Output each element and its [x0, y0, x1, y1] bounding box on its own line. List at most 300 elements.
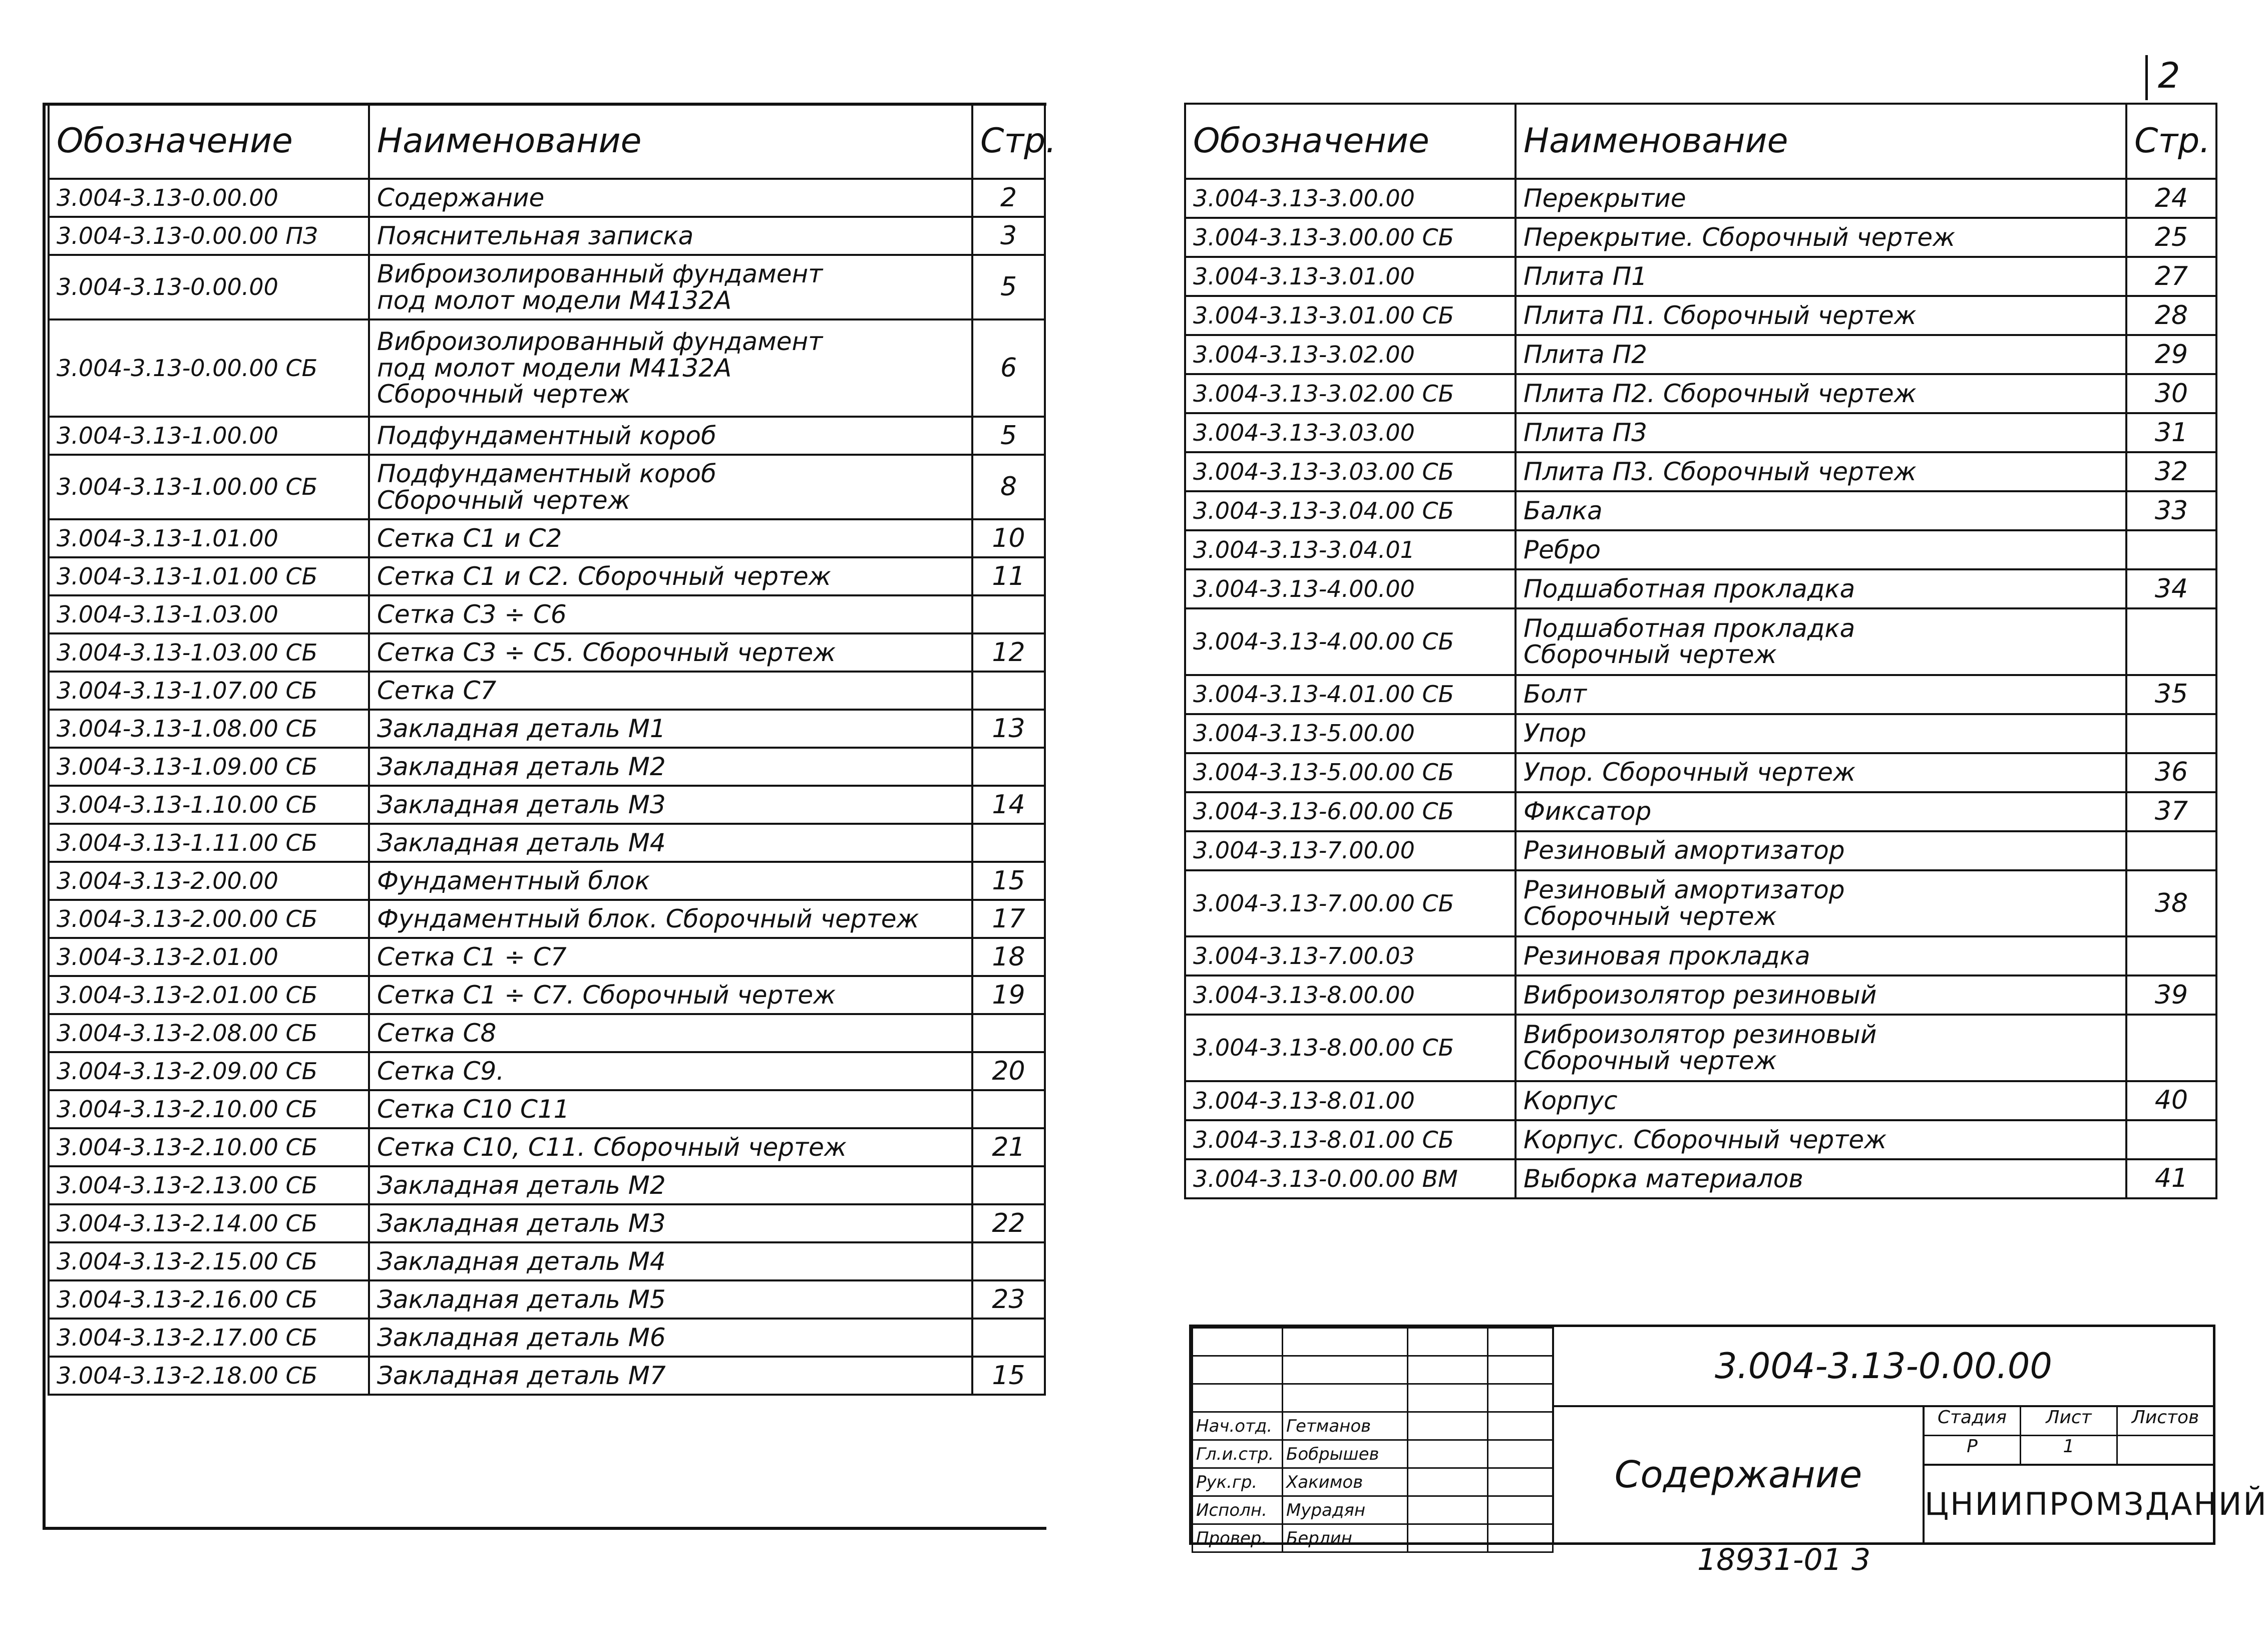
row-name — [369, 748, 972, 786]
row-name — [1516, 179, 2126, 218]
table-row — [1185, 491, 2216, 530]
table-row — [1185, 530, 2216, 569]
row-name — [1516, 936, 2126, 975]
table-row — [1185, 675, 2216, 714]
table-row — [49, 976, 1045, 1014]
row-name — [369, 938, 972, 976]
row-page: 18 — [972, 938, 1045, 976]
table-row — [1185, 936, 2216, 975]
row-code: 3.004-3.13-0.00.00 ПЗ — [49, 217, 369, 255]
row-name-line: Виброизолированный фундамент — [377, 327, 823, 357]
row-name-line: Сборочный чертеж — [1524, 640, 1777, 670]
row-name — [369, 633, 972, 672]
row-name-line: Сборочный чертеж — [377, 380, 630, 409]
sheets-label: Листов — [2131, 1407, 2199, 1428]
row-page: 23 — [972, 1280, 1045, 1319]
row-page: 13 — [972, 710, 1045, 748]
sheets-value — [2118, 1436, 2213, 1464]
row-code: 3.004-3.13-2.14.00 СБ — [49, 1204, 369, 1242]
row-name-line: Сетка С7 — [377, 676, 497, 705]
title-block-stage — [1923, 1407, 2268, 1542]
row-page: 30 — [2126, 374, 2216, 413]
row-name-line: Сетка С1 и С2. Сборочный чертеж — [377, 561, 831, 591]
row-name — [1516, 714, 2126, 753]
row-page: 3 — [972, 217, 1045, 255]
row-page: 24 — [2126, 179, 2216, 218]
row-page — [972, 1014, 1045, 1052]
row-page: 33 — [2126, 491, 2216, 530]
signature-name: Бобрышев — [1283, 1440, 1408, 1468]
row-name-line: Сетка С3 ÷ С6 — [377, 599, 567, 629]
row-code: 3.004-3.13-2.17.00 СБ — [49, 1319, 369, 1357]
table-row — [1185, 335, 2216, 374]
table-row — [49, 455, 1045, 519]
header-page: Стр. — [972, 104, 1045, 179]
drawing-sheet — [43, 103, 2268, 1548]
row-name-line: Болт — [1524, 680, 1587, 709]
row-page: 32 — [2126, 452, 2216, 491]
table-row — [49, 672, 1045, 710]
row-code: 3.004-3.13-3.03.00 СБ — [1185, 452, 1516, 491]
row-name-line: Подшаботная прокладка — [1524, 613, 1855, 643]
title-block — [1189, 1325, 2268, 1548]
table-row — [49, 1014, 1045, 1052]
signature-date — [1488, 1440, 1553, 1468]
row-name — [369, 710, 972, 748]
row-code: 3.004-3.13-1.10.00 СБ — [49, 786, 369, 824]
row-name-line: Закладная деталь М7 — [377, 1361, 666, 1390]
row-name — [369, 672, 972, 710]
table-row — [49, 1090, 1045, 1128]
row-page — [972, 1090, 1045, 1128]
row-page: 10 — [972, 519, 1045, 557]
row-code: 3.004-3.13-1.07.00 СБ — [49, 672, 369, 710]
row-name-line: Сетка С10, С11. Сборочный чертеж — [377, 1132, 847, 1162]
row-name-line: Балка — [1524, 496, 1603, 525]
row-name-line: Плита П3. Сборочный чертеж — [1524, 457, 1917, 486]
table-row — [49, 1319, 1045, 1357]
signature-row — [1193, 1468, 1553, 1496]
page-number: 2 — [2158, 55, 2180, 96]
row-name — [1516, 608, 2126, 675]
row-name-line: Сетка С1 ÷ С7 — [377, 942, 567, 971]
row-name-line: Фундаментный блок. Сборочный чертеж — [377, 904, 919, 933]
row-name-line: Сборочный чертеж — [377, 485, 630, 515]
row-code: 3.004-3.13-1.00.00 — [49, 417, 369, 455]
row-page: 5 — [972, 417, 1045, 455]
row-code: 3.004-3.13-8.00.00 СБ — [1185, 1015, 1516, 1081]
table-row — [1185, 753, 2216, 792]
table-row — [49, 824, 1045, 862]
row-page: 15 — [972, 1357, 1045, 1395]
signature-sign — [1408, 1440, 1488, 1468]
signature-sign — [1408, 1468, 1488, 1496]
row-page — [972, 748, 1045, 786]
signature-date — [1488, 1496, 1553, 1524]
row-page — [2126, 714, 2216, 753]
row-page — [2126, 1120, 2216, 1159]
row-code: 3.004-3.13-1.01.00 — [49, 519, 369, 557]
table-row — [1185, 608, 2216, 675]
row-name-line: Плита П2 — [1524, 340, 1648, 369]
signature-sign — [1408, 1524, 1488, 1552]
row-code: 3.004-3.13-4.01.00 СБ — [1185, 675, 1516, 714]
signature-row — [1193, 1496, 1553, 1524]
row-name — [369, 255, 972, 319]
table-row — [1185, 296, 2216, 335]
table-row — [1185, 975, 2216, 1015]
row-name-line: Корпус — [1524, 1086, 1618, 1115]
row-name-line: Закладная деталь М2 — [377, 1170, 666, 1200]
row-page: 36 — [2126, 753, 2216, 792]
row-name-line: Перекрытие. Сборочный чертеж — [1524, 222, 1956, 252]
row-name — [1516, 257, 2126, 296]
row-name — [1516, 452, 2126, 491]
row-name — [369, 1319, 972, 1357]
row-name — [1516, 753, 2126, 792]
row-page: 15 — [972, 862, 1045, 900]
table-row — [1185, 413, 2216, 452]
row-name-line: Плита П2. Сборочный чертеж — [1524, 379, 1917, 408]
row-page: 41 — [2126, 1159, 2216, 1198]
row-page: 38 — [2126, 870, 2216, 937]
row-page: 27 — [2126, 257, 2216, 296]
row-name-line: Сетка С8 — [377, 1018, 497, 1048]
row-name — [1516, 1159, 2126, 1198]
row-name-line: Резиновый амортизатор — [1524, 836, 1845, 865]
row-code: 3.004-3.13-2.01.00 СБ — [49, 976, 369, 1014]
row-name-line: Перекрытие — [1524, 183, 1686, 213]
stage-label: Стадия — [1925, 1407, 2021, 1435]
row-name — [1516, 831, 2126, 870]
row-code: 3.004-3.13-7.00.03 — [1185, 936, 1516, 975]
row-name — [1516, 975, 2126, 1015]
row-name-line: Сетка С9. — [377, 1056, 505, 1086]
row-code: 3.004-3.13-3.04.01 — [1185, 530, 1516, 569]
row-page: 35 — [2126, 675, 2216, 714]
row-page: 5 — [972, 255, 1045, 319]
row-name — [1516, 675, 2126, 714]
stage-value: Р — [1925, 1436, 2021, 1464]
row-page: 21 — [972, 1128, 1045, 1166]
row-name-line: Подфундаментный короб — [377, 459, 716, 489]
row-name-line: Плита П3 — [1524, 418, 1648, 447]
table-row — [1185, 452, 2216, 491]
header-name: Наименование — [1516, 104, 2126, 179]
row-name-line: Упор — [1524, 719, 1587, 748]
row-name — [369, 595, 972, 633]
row-name — [1516, 870, 2126, 937]
row-page: 29 — [2126, 335, 2216, 374]
header-name: Наименование — [369, 104, 972, 179]
row-name-line: Сетка С10 С11 — [377, 1094, 570, 1124]
row-code: 3.004-3.13-2.10.00 СБ — [49, 1128, 369, 1166]
row-name — [369, 319, 972, 417]
row-name-line: под молот модели М4132А — [377, 285, 732, 315]
row-code: 3.004-3.13-2.00.00 СБ — [49, 900, 369, 938]
row-code: 3.004-3.13-7.00.00 СБ — [1185, 870, 1516, 937]
row-name — [369, 976, 972, 1014]
row-name — [1516, 374, 2126, 413]
row-name-line: Плита П1 — [1524, 261, 1648, 291]
row-code: 3.004-3.13-2.01.00 — [49, 938, 369, 976]
row-name-line: Фундаментный блок — [377, 866, 650, 895]
row-name-line: Сборочный чертеж — [1524, 1046, 1777, 1076]
row-code: 3.004-3.13-8.01.00 — [1185, 1081, 1516, 1120]
organization-name: ЦНИИПРОМЗДАНИЙ — [1925, 1486, 2268, 1522]
row-page — [2126, 608, 2216, 675]
signature-name: Гетманов — [1283, 1412, 1408, 1440]
row-page — [972, 1242, 1045, 1280]
table-row — [49, 1204, 1045, 1242]
row-name-line: Содержание — [377, 183, 545, 212]
row-name — [1516, 413, 2126, 452]
row-name — [369, 786, 972, 824]
row-code: 3.004-3.13-3.00.00 — [1185, 179, 1516, 218]
row-code: 3.004-3.13-2.15.00 СБ — [49, 1242, 369, 1280]
row-code: 3.004-3.13-1.01.00 СБ — [49, 557, 369, 595]
table-row — [49, 938, 1045, 976]
row-name-line: Упор. Сборочный чертеж — [1524, 758, 1856, 787]
row-name — [1516, 792, 2126, 831]
row-page: 2 — [972, 179, 1045, 217]
row-name — [1516, 335, 2126, 374]
row-name-line: Сетка С3 ÷ С5. Сборочный чертеж — [377, 637, 836, 667]
row-name-line: Виброизолятор резиновый — [1524, 980, 1877, 1010]
header-code: Обозначение — [1185, 104, 1516, 179]
row-code: 3.004-3.13-3.01.00 — [1185, 257, 1516, 296]
row-name-line: Резиновая прокладка — [1524, 941, 1810, 970]
row-name — [369, 1357, 972, 1395]
row-page — [2126, 1015, 2216, 1081]
signature-role: Провер. — [1193, 1524, 1283, 1552]
row-name — [369, 217, 972, 255]
row-code: 3.004-3.13-2.16.00 СБ — [49, 1280, 369, 1319]
row-name-line: Подшаботная прокладка — [1524, 574, 1855, 603]
row-code: 3.004-3.13-3.02.00 СБ — [1185, 374, 1516, 413]
table-row — [1185, 374, 2216, 413]
signature-sign — [1408, 1496, 1488, 1524]
row-name-line: Плита П1. Сборочный чертеж — [1524, 300, 1917, 330]
row-name — [1516, 491, 2126, 530]
table-row — [49, 900, 1045, 938]
row-code: 3.004-3.13-8.00.00 — [1185, 975, 1516, 1015]
document-name: Содержание — [1552, 1407, 1923, 1542]
contents-table-right — [1184, 103, 2217, 1199]
row-code: 3.004-3.13-3.04.00 СБ — [1185, 491, 1516, 530]
signature-name: Мурадян — [1283, 1496, 1408, 1524]
table-row — [1185, 792, 2216, 831]
row-name-line: Сетка С1 и С2 — [377, 523, 562, 553]
row-name — [369, 1166, 972, 1204]
signature-date — [1488, 1468, 1553, 1496]
row-code: 3.004-3.13-2.09.00 СБ — [49, 1052, 369, 1090]
table-row — [1185, 1081, 2216, 1120]
row-code: 3.004-3.13-6.00.00 СБ — [1185, 792, 1516, 831]
row-page: 12 — [972, 633, 1045, 672]
row-name — [369, 824, 972, 862]
row-name — [369, 1204, 972, 1242]
sheet-value: 1 — [2021, 1436, 2118, 1464]
table-row — [49, 179, 1045, 217]
row-name-line: Выборка материалов — [1524, 1164, 1803, 1193]
row-page: 28 — [2126, 296, 2216, 335]
row-code: 3.004-3.13-1.00.00 СБ — [49, 455, 369, 519]
table-row — [1185, 714, 2216, 753]
table-row — [49, 217, 1045, 255]
table-row — [49, 595, 1045, 633]
row-name — [1516, 1120, 2126, 1159]
row-page: 25 — [2126, 218, 2216, 257]
row-name-line: под молот модели М4132А — [377, 353, 732, 383]
row-page: 34 — [2126, 569, 2216, 608]
signature-name: Хакимов — [1283, 1468, 1408, 1496]
table-row — [49, 319, 1045, 417]
row-code: 3.004-3.13-0.00.00 ВМ — [1185, 1159, 1516, 1198]
table-row — [1185, 257, 2216, 296]
row-name — [1516, 530, 2126, 569]
row-name — [1516, 1081, 2126, 1120]
table-row — [49, 1280, 1045, 1319]
row-name-line: Закладная деталь М6 — [377, 1323, 666, 1352]
table-row — [49, 1166, 1045, 1204]
row-code: 3.004-3.13-2.10.00 СБ — [49, 1090, 369, 1128]
row-name-line: Закладная деталь М3 — [377, 1208, 666, 1238]
table-row — [1185, 870, 2216, 937]
row-name-line: Закладная деталь М2 — [377, 752, 666, 781]
table-row — [1185, 1159, 2216, 1198]
row-page — [2126, 936, 2216, 975]
row-page: 20 — [972, 1052, 1045, 1090]
signature-sign — [1408, 1412, 1488, 1440]
row-name-line: Сетка С1 ÷ С7. Сборочный чертеж — [377, 980, 836, 1010]
row-name-line: Резиновый амортизатор — [1524, 875, 1845, 905]
row-name-line: Пояснительная записка — [377, 221, 694, 250]
row-name — [369, 1242, 972, 1280]
row-code: 3.004-3.13-4.00.00 СБ — [1185, 608, 1516, 675]
row-page: 8 — [972, 455, 1045, 519]
signature-role: Нач.отд. — [1193, 1412, 1283, 1440]
row-name — [369, 900, 972, 938]
contents-table-left — [48, 103, 1056, 1396]
row-code: 3.004-3.13-7.00.00 — [1185, 831, 1516, 870]
row-code: 3.004-3.13-1.03.00 СБ — [49, 633, 369, 672]
table-row — [49, 633, 1045, 672]
row-name — [1516, 296, 2126, 335]
table-row — [49, 862, 1045, 900]
row-name-line: Фиксатор — [1524, 797, 1652, 826]
row-name — [1516, 218, 2126, 257]
row-name-line: Корпус. Сборочный чертеж — [1524, 1125, 1887, 1154]
signature-name: Берлин — [1283, 1524, 1408, 1552]
row-name — [369, 519, 972, 557]
signature-row — [1193, 1440, 1553, 1468]
table-row — [49, 255, 1045, 319]
row-page: 40 — [2126, 1081, 2216, 1120]
row-code: 3.004-3.13-2.18.00 СБ — [49, 1357, 369, 1395]
row-code: 3.004-3.13-3.00.00 СБ — [1185, 218, 1516, 257]
table-row — [1185, 218, 2216, 257]
table-row — [49, 1242, 1045, 1280]
row-code: 3.004-3.13-3.01.00 СБ — [1185, 296, 1516, 335]
row-name-line: Закладная деталь М4 — [377, 1246, 666, 1276]
signature-row — [1193, 1524, 1553, 1552]
row-code: 3.004-3.13-1.03.00 — [49, 595, 369, 633]
row-name-line: Закладная деталь М1 — [377, 714, 666, 743]
sheet-label: Лист — [2021, 1407, 2118, 1435]
row-name — [369, 417, 972, 455]
signature-row — [1193, 1412, 1553, 1440]
row-name-line: Ребро — [1524, 535, 1601, 564]
row-code: 3.004-3.13-0.00.00 — [49, 255, 369, 319]
row-page: 6 — [972, 319, 1045, 417]
row-page — [972, 1166, 1045, 1204]
row-page — [972, 672, 1045, 710]
row-page: 22 — [972, 1204, 1045, 1242]
signature-role: Гл.и.стр. — [1193, 1440, 1283, 1468]
row-page — [2126, 831, 2216, 870]
table-row — [49, 1128, 1045, 1166]
table-row — [1185, 179, 2216, 218]
row-name-line: Закладная деталь М5 — [377, 1284, 666, 1314]
row-code: 3.004-3.13-4.00.00 — [1185, 569, 1516, 608]
row-name-line: Сборочный чертеж — [1524, 901, 1777, 931]
row-name — [369, 1280, 972, 1319]
row-page: 37 — [2126, 792, 2216, 831]
row-code: 3.004-3.13-2.13.00 СБ — [49, 1166, 369, 1204]
row-name — [369, 557, 972, 595]
row-name — [1516, 569, 2126, 608]
row-page — [972, 1319, 1045, 1357]
page-number-mark — [2145, 55, 2148, 100]
row-code: 3.004-3.13-3.03.00 — [1185, 413, 1516, 452]
row-code: 3.004-3.13-2.08.00 СБ — [49, 1014, 369, 1052]
table-row — [49, 748, 1045, 786]
row-page: 31 — [2126, 413, 2216, 452]
row-name — [369, 1052, 972, 1090]
row-name — [369, 862, 972, 900]
row-page: 14 — [972, 786, 1045, 824]
row-code: 3.004-3.13-3.02.00 — [1185, 335, 1516, 374]
row-name-line: Подфундаментный короб — [377, 421, 716, 450]
row-name — [369, 179, 972, 217]
table-row — [49, 786, 1045, 824]
row-page: 11 — [972, 557, 1045, 595]
table-row — [1185, 569, 2216, 608]
table-row — [49, 1357, 1045, 1395]
header-code: Обозначение — [49, 104, 369, 179]
table-row — [49, 519, 1045, 557]
row-name — [369, 1128, 972, 1166]
title-block-signatures — [1192, 1327, 1554, 1553]
footer-note: 18931-01 3 — [1697, 1542, 1871, 1577]
signature-role: Рук.гр. — [1193, 1468, 1283, 1496]
row-code: 3.004-3.13-5.00.00 — [1185, 714, 1516, 753]
row-name — [369, 1090, 972, 1128]
table-row — [1185, 1120, 2216, 1159]
row-page: 19 — [972, 976, 1045, 1014]
row-code: 3.004-3.13-1.09.00 СБ — [49, 748, 369, 786]
table-row — [49, 557, 1045, 595]
row-name-line: Закладная деталь М3 — [377, 790, 666, 819]
row-name-line: Виброизолятор резиновый — [1524, 1020, 1877, 1049]
row-code: 3.004-3.13-0.00.00 СБ — [49, 319, 369, 417]
table-row — [1185, 831, 2216, 870]
row-page — [2126, 530, 2216, 569]
table-row — [1185, 1015, 2216, 1081]
table-row — [49, 1052, 1045, 1090]
signature-date — [1488, 1524, 1553, 1552]
